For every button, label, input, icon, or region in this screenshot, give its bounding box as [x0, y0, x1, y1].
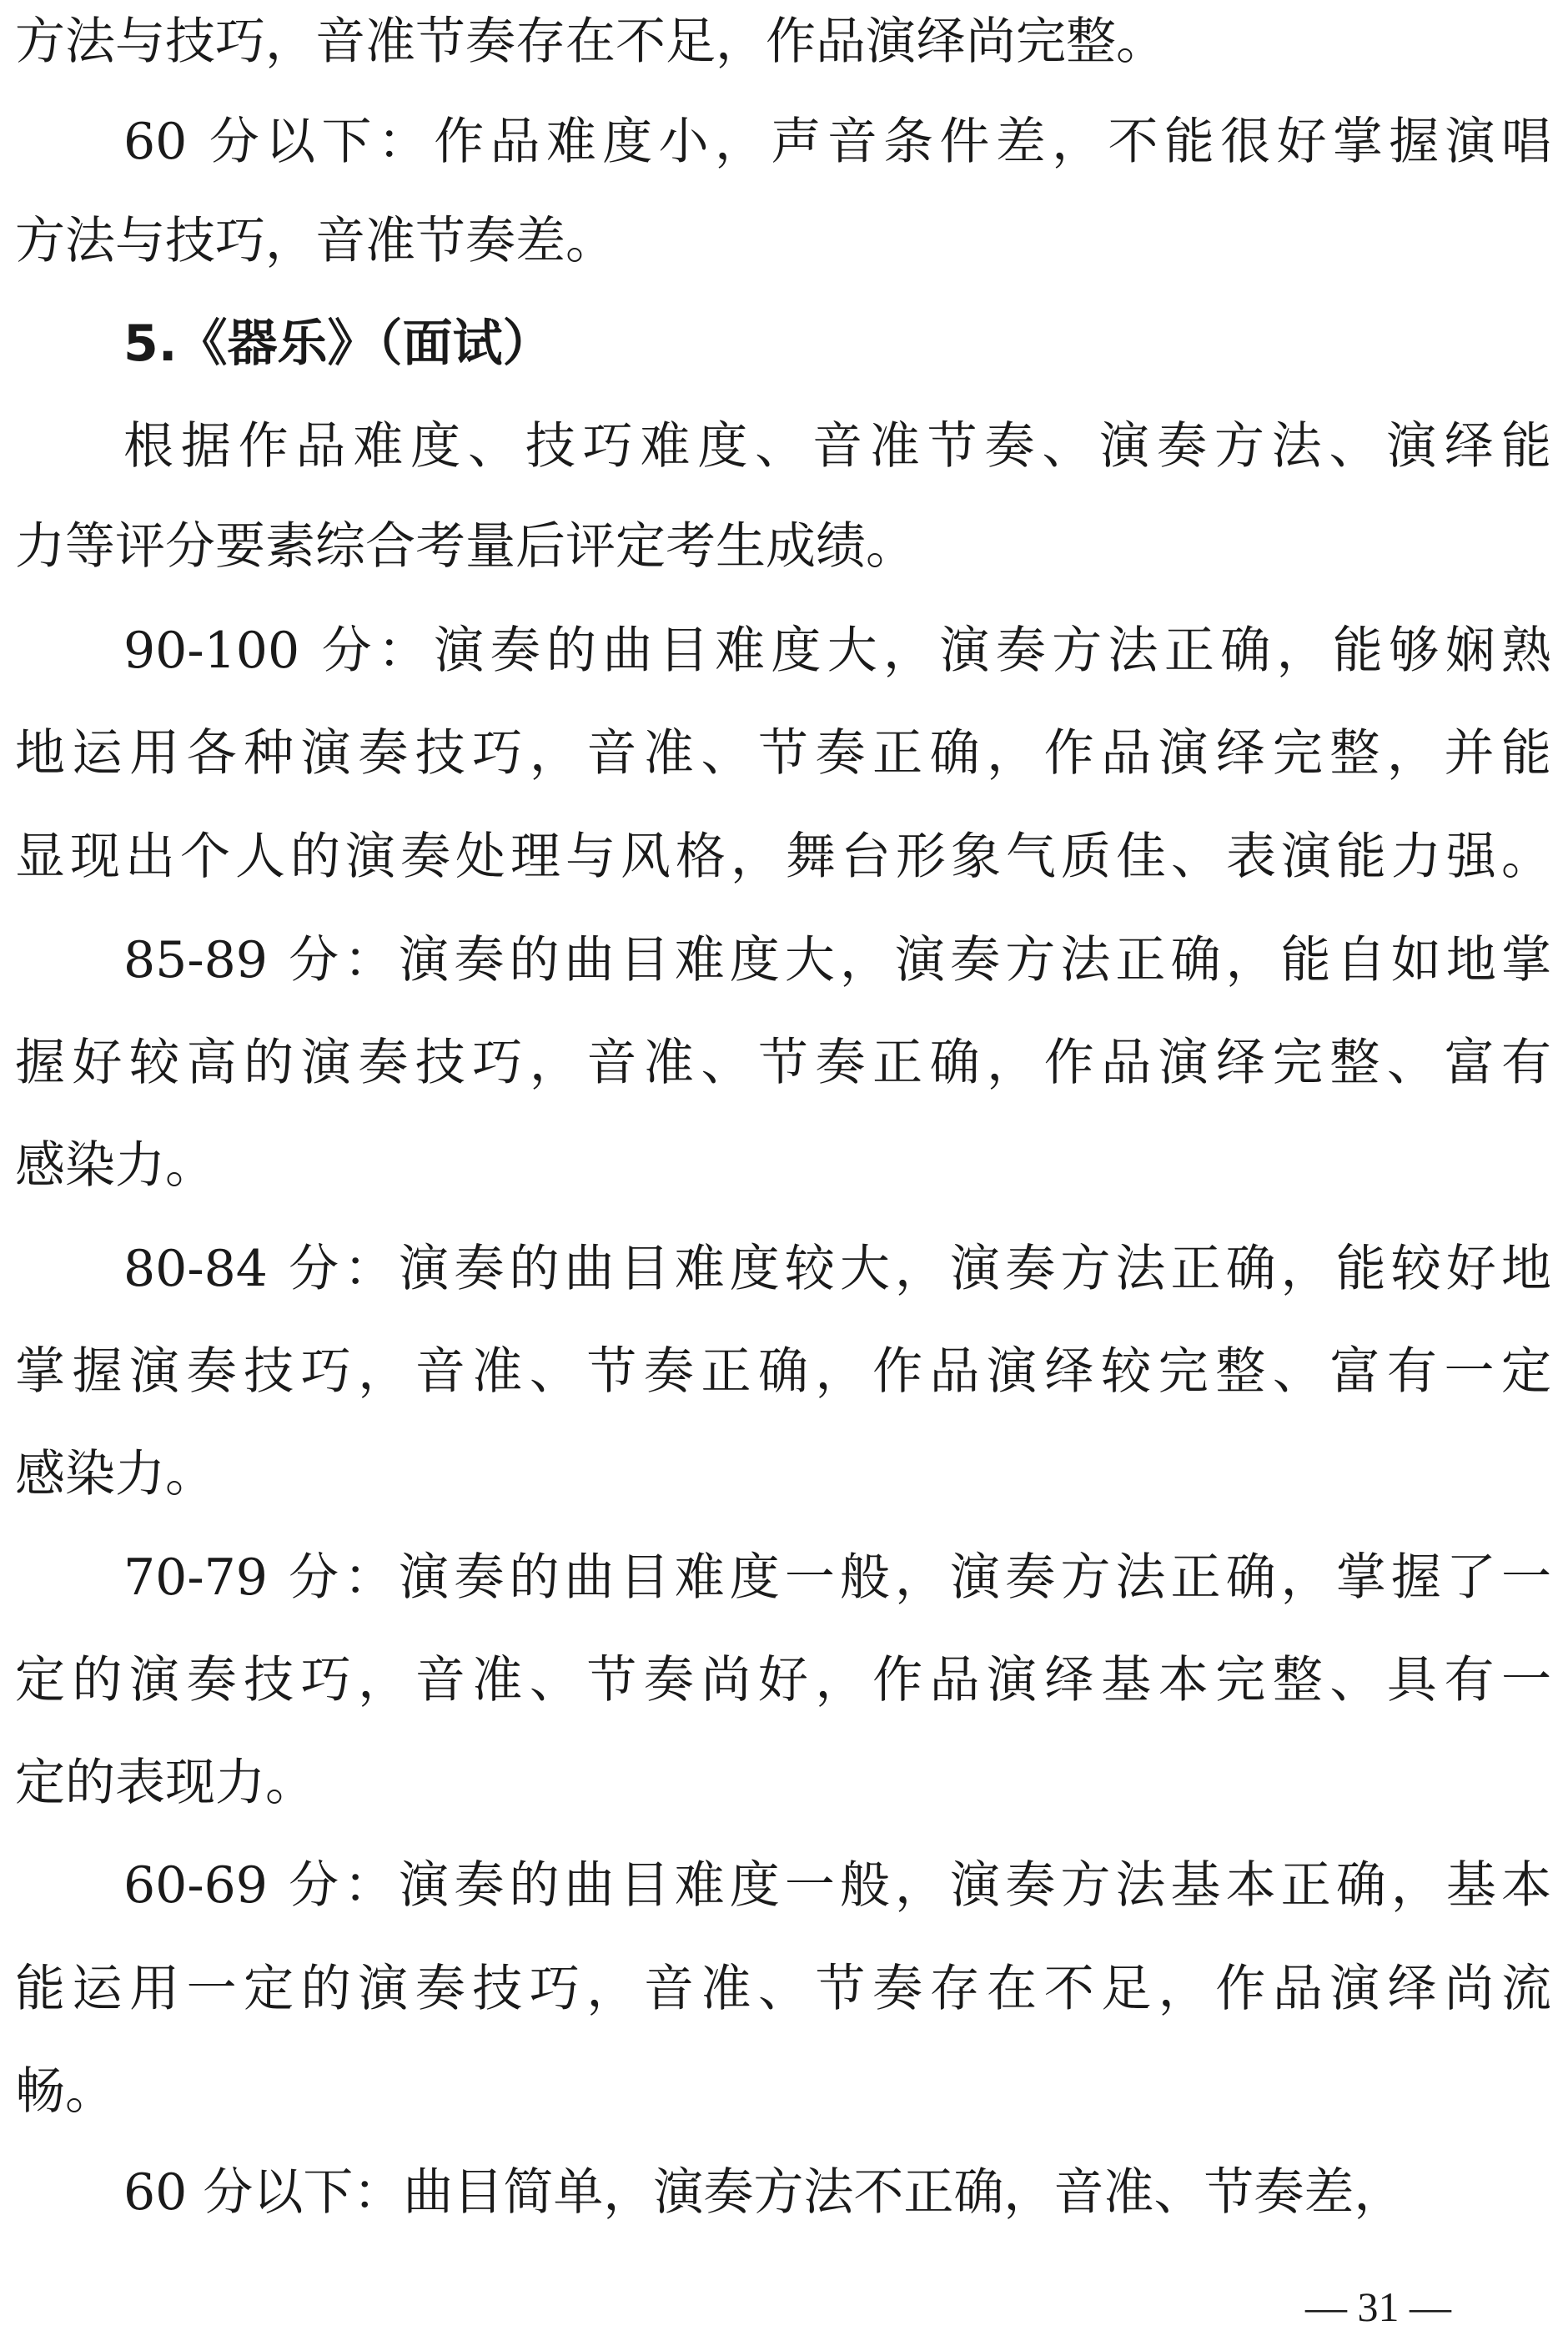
paragraph-line: 方法与技巧，音准节奏差。: [15, 212, 616, 270]
paragraph-line: 60 分以下：曲目简单，演奏方法不正确，音准、节奏差，: [123, 2163, 1405, 2222]
paragraph-line: 地运用各种演奏技巧，音准、节奏正确，作品演绎完整，并能: [15, 724, 1551, 783]
paragraph-line: 感染力。: [15, 1445, 215, 1503]
section-heading: 5.《器乐》（面试）: [123, 315, 553, 373]
paragraph-line: 力等评分要素综合考量后评定考生成绩。: [15, 517, 916, 576]
paragraph-line: 85-89 分：演奏的曲目难度大，演奏方法正确，能自如地掌: [123, 931, 1551, 989]
paragraph-line: 掌握演奏技巧，音准、节奏正确，作品演绎较完整、富有一定: [15, 1342, 1551, 1401]
paragraph-line: 定的表现力。: [15, 1754, 315, 1812]
paragraph-line: 定的演奏技巧，音准、节奏尚好，作品演绎基本完整、具有一: [15, 1651, 1551, 1709]
paragraph-line: 方法与技巧，音准节奏存在不足，作品演绎尚完整。: [15, 13, 1166, 71]
paragraph-line: 60 分以下：作品难度小，声音条件差，不能很好掌握演唱: [123, 113, 1551, 171]
paragraph-line: 90-100 分：演奏的曲目难度大，演奏方法正确，能够娴熟: [123, 622, 1551, 680]
paragraph-line: 根据作品难度、技巧难度、音准节奏、演奏方法、演绎能: [123, 417, 1551, 476]
paragraph-line: 80-84 分：演奏的曲目难度较大，演奏方法正确，能较好地: [123, 1240, 1551, 1298]
paragraph-line: 60-69 分：演奏的曲目难度一般，演奏方法基本正确，基本: [123, 1856, 1551, 1915]
paragraph-line: 70-79 分：演奏的曲目难度一般，演奏方法正确，掌握了一: [123, 1548, 1551, 1607]
paragraph-line: 感染力。: [15, 1136, 215, 1195]
paragraph-line: 畅。: [15, 2062, 115, 2121]
paragraph-line: 握好较高的演奏技巧，音准、节奏正确，作品演绎完整、富有: [15, 1034, 1551, 1092]
page-number: — 31 —: [1305, 2283, 1451, 2330]
paragraph-line: 能运用一定的演奏技巧，音准、节奏存在不足，作品演绎尚流: [15, 1960, 1551, 2018]
paragraph-line: 显现出个人的演奏处理与风格，舞台形象气质佳、表演能力强。: [15, 828, 1551, 886]
